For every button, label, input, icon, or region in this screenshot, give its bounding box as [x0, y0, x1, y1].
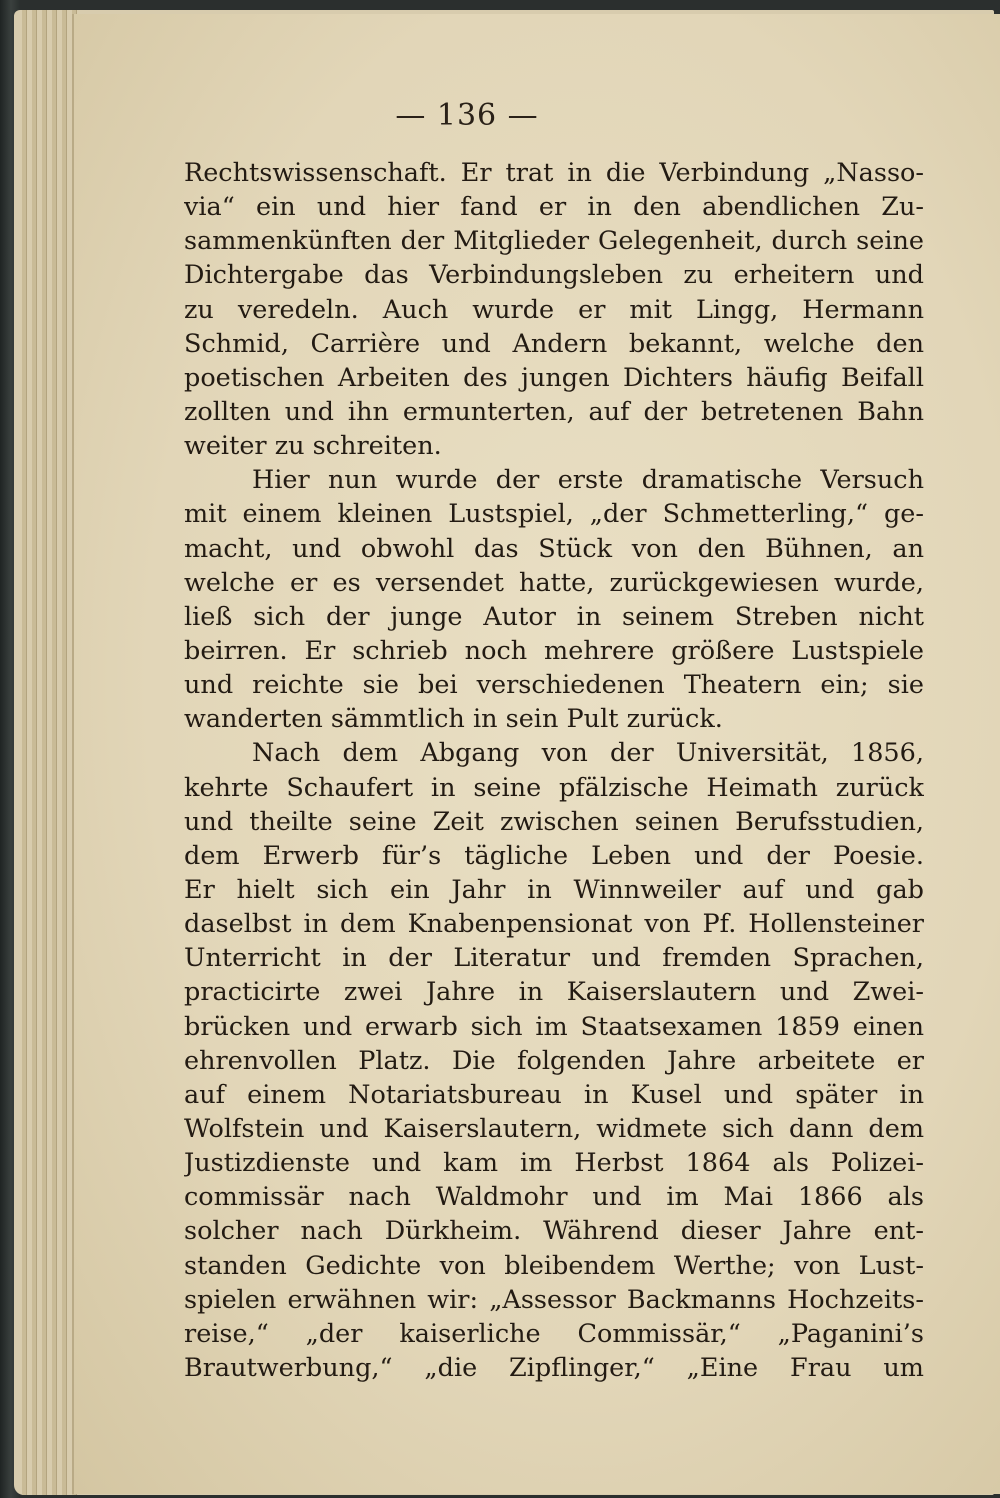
text-line: standen Gedichte von bleibendem Werthe; von Lust- [184, 1250, 924, 1281]
text-line: Schmid, Carrière und Andern bekannt, welche den [184, 328, 924, 359]
text-line: Unterricht in der Literatur und fremden Sprachen, [184, 943, 924, 974]
text-line: auf einem Notariatsbureau in Kusel und später in [184, 1079, 924, 1110]
text-line: zu veredeln. Auch wurde er mit Lingg, Hermann [184, 294, 924, 325]
text-line: practicirte zwei Jahre in Kaiserslautern und Zwei- [184, 977, 924, 1008]
text-line: ließ sich der junge Autor in seinem Streben nicht [184, 601, 924, 632]
body-text [184, 156, 924, 1385]
page-leaf [22, 10, 27, 1495]
book-page [72, 14, 1000, 1494]
text-line: brücken und erwarb sich im Staatsexamen 1859 einen [184, 1011, 924, 1042]
page-leaf [42, 10, 47, 1495]
text-line: ehrenvollen Platz. Die folgenden Jahre arbeitete er [184, 1045, 924, 1076]
text-line: commissär nach Waldmohr und im Mai 1866 als [184, 1182, 924, 1213]
page-leaf [62, 10, 67, 1495]
text-line: Justizdienste und kam im Herbst 1864 als Polizei- [184, 1148, 924, 1179]
text-line: wanderten sämmtlich in sein Pult zurück. [184, 704, 723, 735]
paragraph-start-line: Nach dem Abgang von der Universität, 1856, [252, 738, 924, 769]
text-line: daselbst in dem Knabenpensionat von Pf. Hollensteiner [184, 909, 924, 940]
text-line: und reichte sie bei verschiedenen Theatern ein; sie [184, 670, 924, 701]
text-line: solcher nach Dürkheim. Während dieser Jahre ent- [184, 1216, 924, 1247]
text-line: macht, und obwohl das Stück von den Bühnen, an [184, 533, 924, 564]
page-leaf [32, 10, 37, 1495]
text-line: dem Erwerb für’s tägliche Leben und der Poesie. [184, 840, 924, 871]
text-line: Brautwerbung,“ „die Zipflinger,“ „Eine Frau um [184, 1352, 924, 1383]
text-line: sammenkünften der Mitglieder Gelegenheit, durch seine [184, 226, 924, 257]
text-line: Dichtergabe das Verbindungsleben zu erheitern und [184, 260, 924, 291]
text-line: reise,“ „der kaiserliche Commissär,“ „Paganini’s [184, 1318, 924, 1349]
text-line: via“ ein und hier fand er in den abendlichen Zu- [184, 192, 924, 223]
text-line: spielen erwähnen wir: „Assessor Backmanns Hochzeits- [184, 1284, 924, 1315]
text-line: kehrte Schaufert in seine pfälzische Heimath zurück [184, 772, 924, 803]
text-line: poetischen Arbeiten des jungen Dichters häufig Beifall [184, 362, 924, 393]
paragraph-start-line: Hier nun wurde der erste dramatische Versuch [252, 465, 924, 496]
text-line: beirren. Er schrieb noch mehrere größere Lustspiele [184, 635, 924, 666]
page-number: — 136 — [395, 98, 539, 133]
text-line: Er hielt sich ein Jahr in Winnweiler auf und gab [184, 874, 924, 905]
text-line: weiter zu schreiten. [184, 431, 442, 462]
text-line: mit einem kleinen Lustspiel, „der Schmetterling,“ ge- [184, 499, 924, 530]
text-line: welche er es versendet hatte, zurückgewiesen wurde, [184, 567, 924, 598]
text-line: zollten und ihn ermunterten, auf der betretenen Bahn [184, 396, 924, 427]
text-line: und theilte seine Zeit zwischen seinen Berufsstudien, [184, 806, 924, 837]
text-line: Wolfstein und Kaiserslautern, widmete sich dann dem [184, 1113, 924, 1144]
text-line: Rechtswissenschaft. Er trat in die Verbindung „Nasso- [184, 158, 924, 188]
page-leaf [52, 10, 57, 1495]
